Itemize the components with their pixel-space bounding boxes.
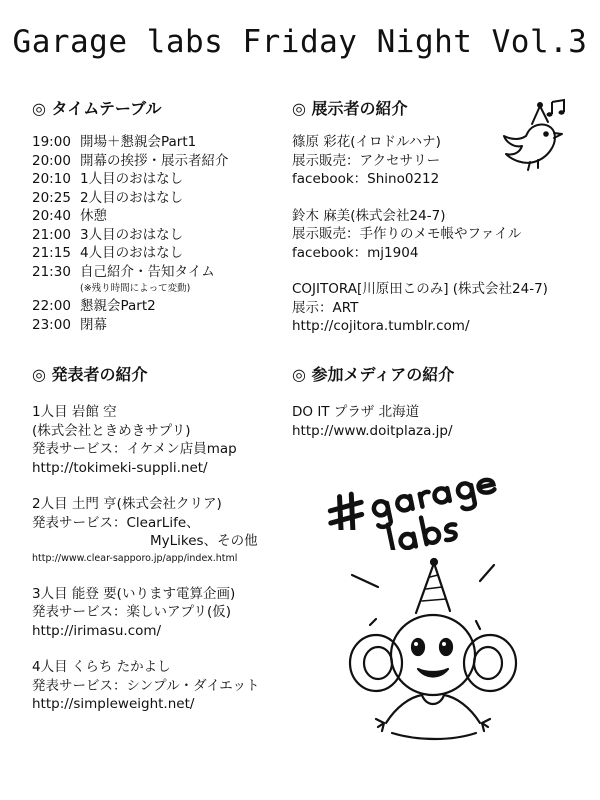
timetable-text: 4人目のおはなし: [80, 245, 184, 261]
timetable-row: [32, 244, 229, 263]
timetable-text: 2人目のおはなし: [80, 189, 184, 206]
timetable-text: 3人目のおはなし: [80, 226, 184, 243]
timetable-row: [32, 316, 229, 335]
media-name: DO IT プラザ 北海道: [292, 404, 420, 420]
media-block: [292, 403, 453, 440]
speaker-service: 発表サービス：楽しいアプリ(仮): [32, 604, 231, 620]
exhibitor-link: facebook：Shino0212: [292, 171, 440, 187]
speaker-name: 1人目 岩館 空: [32, 404, 117, 420]
timetable-text: 開幕の挨拶・展示者紹介: [80, 152, 229, 169]
timetable-time: 21:00: [32, 226, 71, 243]
timetable-time: 23:00: [32, 316, 71, 333]
speaker-name: 3人目 能登 要(いります電算企画): [32, 585, 236, 602]
timetable-text: 懇親会Part2: [80, 298, 156, 314]
timetable-time: 21:30: [32, 263, 71, 280]
timetable-row: [32, 207, 229, 226]
timetable-text: 閉幕: [80, 316, 107, 333]
speakers-heading: ◎ 発表者の紹介: [32, 365, 148, 384]
speaker-url[interactable]: http://tokimeki-suppli.net/: [32, 459, 208, 476]
timetable-row: [32, 226, 229, 245]
speaker-org: (株式会社ときめきサプリ): [32, 422, 191, 439]
exhibitor-link: facebook：mj1904: [292, 244, 419, 261]
timetable-row: [32, 263, 229, 282]
speaker-service-continued: MyLikes、その他: [150, 533, 258, 549]
timetable: [32, 133, 229, 334]
timetable-row: [32, 297, 229, 316]
speaker-service: 発表サービス：シンプル・ダイエット: [32, 677, 260, 694]
exhibitor-name: 鈴木 麻美(株式会社24-7): [292, 207, 446, 224]
exhibitor-detail: 展示販売：手作りのメモ帳やファイル: [292, 226, 522, 242]
timetable-text: 1人目のおはなし: [80, 171, 184, 187]
timetable-time: 20:25: [32, 189, 71, 206]
timetable-row: [32, 152, 229, 171]
page-title: Garage labs Friday Night Vol.3: [12, 24, 588, 60]
timetable-row: [32, 170, 229, 189]
speaker-name: 4人目 くらち たかよし: [32, 659, 171, 675]
speaker-url[interactable]: http://irimasu.com/: [32, 622, 162, 639]
exhibitor-detail: 展示：ART: [292, 299, 359, 316]
timetable-note: (※残り時間によって変動): [80, 283, 191, 294]
speaker-name: 2人目 土門 亨(株式会社クリア): [32, 496, 222, 512]
timetable-time: 22:00: [32, 298, 71, 314]
speaker-url[interactable]: http://www.clear-sapporo.jp/app/index.html: [32, 552, 238, 564]
timetable-time: 20:00: [32, 152, 71, 169]
bird-illustration: [490, 96, 580, 186]
speaker-list: [32, 403, 260, 714]
timetable-text: 開場＋懇親会Part1: [80, 134, 197, 150]
exhibitor-detail: 展示販売：アクセサリー: [292, 152, 441, 169]
timetable-text: 自己紹介・告知タイム: [80, 263, 215, 280]
timetable-time: 21:15: [32, 245, 71, 261]
speaker-service: 発表サービス：ClearLife、: [32, 514, 200, 531]
timetable-row: [32, 189, 229, 208]
timetable-time: 19:00: [32, 134, 71, 150]
exhibitor-name: COJITORA[川原田このみ] (株式会社24-7): [292, 281, 548, 297]
speaker-url[interactable]: http://simpleweight.net/: [32, 696, 195, 712]
speaker-service: 発表サービス：イケメン店員map: [32, 441, 237, 457]
exhibitors-heading: ◎ 展示者の紹介: [292, 99, 408, 118]
media-heading: ◎ 参加メディアの紹介: [292, 365, 455, 384]
timetable-text: 休憩: [80, 208, 107, 224]
mascot-illustration: [330, 555, 540, 765]
timetable-heading: ◎ タイムテーブル: [32, 99, 162, 118]
timetable-time: 20:40: [32, 208, 71, 224]
media-url[interactable]: http://www.doitplaza.jp/: [292, 422, 453, 439]
timetable-time: 20:10: [32, 171, 71, 187]
labs-text-mark: [360, 510, 520, 550]
timetable-row: [32, 133, 229, 152]
exhibitor-name: 篠原 彩花(イロドルハナ): [292, 134, 441, 150]
exhibitor-link[interactable]: http://cojitora.tumblr.com/: [292, 318, 470, 334]
